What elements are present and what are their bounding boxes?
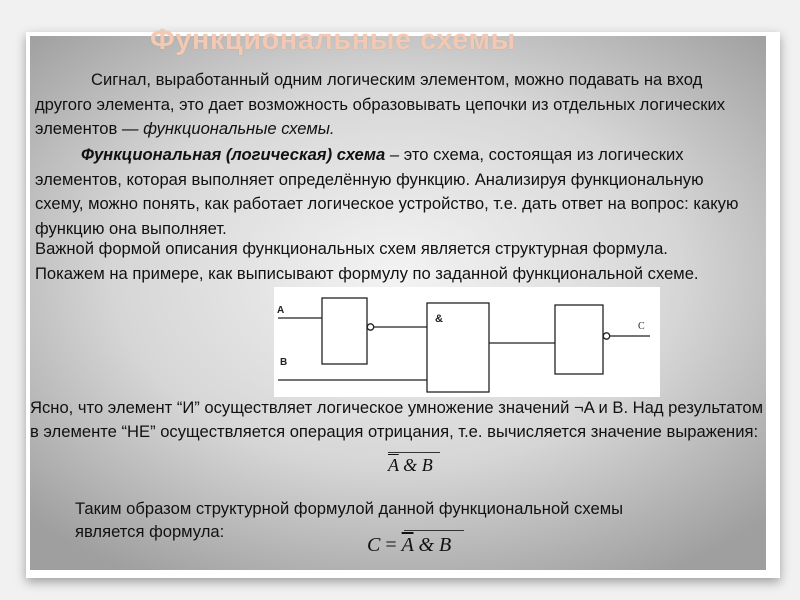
formula2-lhs: C xyxy=(367,534,381,556)
formula2-a: $\overline{A}$ xyxy=(401,534,414,556)
input-a-label: A xyxy=(277,305,285,316)
circuit-svg xyxy=(274,287,660,397)
formula-not-a-and-b xyxy=(388,455,433,476)
intro-term: функциональные схемы. xyxy=(143,119,335,138)
formula1-b: B xyxy=(421,455,433,475)
paragraph-explanation: Ясно, что элемент “И” осуществляет логическое умножение значений ¬A и B. Над результатом в элементе “НЕ” осуществляется операция отрицания, т.е. вычисляется значение выражения: xyxy=(30,398,763,441)
definition-text: – это схема, состоящая из логических элементов, которая выполняет определённую функцию. Анализируя функциональную схему, можно понять, как работает логическое устройство, т.е. дать ответ на вопрос: какую функцию она выполняет. xyxy=(35,145,739,238)
formula1-op: & xyxy=(398,455,422,475)
intro-text: Сигнал, выработанный одним логическим элементом, можно подавать на вход другого элемента, это дает возможность образовывать цепочки из отдельных логических элементов — xyxy=(35,70,726,138)
formula2-overline xyxy=(404,530,464,531)
and-gate-label: & xyxy=(435,313,443,325)
paragraph-definition xyxy=(35,143,755,241)
formula2-eq: = xyxy=(380,534,402,556)
not-gate-1 xyxy=(322,298,367,364)
output-c-label: C xyxy=(638,321,645,332)
paragraph-intro xyxy=(35,68,755,142)
input-b-label: B xyxy=(280,357,288,368)
not-gate-2 xyxy=(555,305,603,374)
formula2-b: B xyxy=(439,534,452,556)
formula1-a: $\overline{A}$ xyxy=(388,455,399,475)
paragraph-formula-intro: Важной формой описания функциональных схем является структурная формула. Покажем на примере, как выписывают формулу по заданной функциональной схеме. xyxy=(35,239,699,283)
formula2-op: & xyxy=(413,534,440,556)
formula-structural xyxy=(367,534,451,557)
logic-circuit-diagram xyxy=(274,287,660,397)
paragraph-conclusion: Таким образом структурной формулой данной функциональной схемы является формула: xyxy=(75,499,624,541)
not-gate-2-inversion-bubble xyxy=(603,333,609,339)
not-gate-1-inversion-bubble xyxy=(367,324,373,330)
definition-term: Функциональная (логическая) схема xyxy=(81,145,386,164)
formula1-overline xyxy=(388,452,440,453)
slide-title: Функциональные схемы xyxy=(150,24,516,56)
